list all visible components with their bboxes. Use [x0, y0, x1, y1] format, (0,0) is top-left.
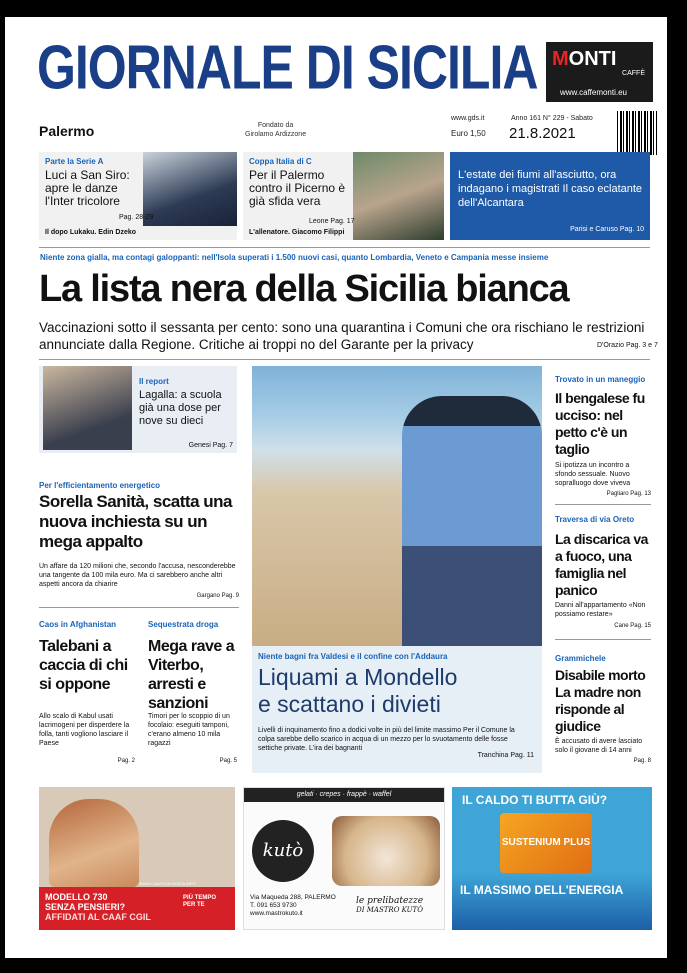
- year-info: Anno 161 N° 229 - Sabato: [511, 115, 593, 122]
- report-page: Genesi Pag. 7: [188, 442, 233, 449]
- energia-ad[interactable]: [452, 787, 652, 930]
- rave-kicker: Sequestrata droga: [148, 620, 219, 629]
- main-headline[interactable]: La lista nera della Sicilia bianca: [39, 268, 569, 310]
- rave-body: Timori per lo scoppio di un focolaio: eseguiti tamponi, c'erano almeno 10 mila ragazzi: [148, 713, 230, 747]
- right-kicker: Trovato in un maneggio: [555, 375, 646, 384]
- rave-page: Pag. 5: [219, 758, 237, 764]
- report-kicker: Il report: [139, 377, 169, 386]
- topbox-text: Per il Palermo contro il Picerno è già sfida vera: [249, 168, 346, 208]
- right-body: Danni all'appartamento «Non possiamo restare»: [555, 602, 646, 618]
- right-page: Cane Pag. 15: [614, 623, 651, 629]
- barcode: [617, 111, 657, 155]
- sanita-page: Gargano Pag. 9: [196, 593, 239, 599]
- founded-by: Fondato da Girolamo Ardizzone: [245, 122, 307, 138]
- topbox-alcantara[interactable]: [450, 152, 650, 240]
- topbox-text: L'estate dei fiumi all'asciutto, ora indagano i magistrati Il caso eclatante dell'Alcantara: [458, 169, 643, 209]
- topbox-kicker: Coppa Italia di C: [249, 157, 312, 166]
- filippi-photo: [353, 152, 444, 240]
- report-box[interactable]: [39, 366, 237, 453]
- topbox-page: Pag. 28-29: [119, 214, 154, 221]
- divider: [555, 639, 651, 640]
- afghan-headline[interactable]: Talebani a caccia di chi si oppone: [39, 638, 128, 693]
- divider: [39, 607, 239, 608]
- caaf-ad[interactable]: [39, 787, 235, 930]
- site-url: www.gds.it: [451, 115, 485, 122]
- kuto-tagline: le prelibatezze DI MASTRO KUTÒ: [356, 896, 424, 914]
- caaf-url: WWW.CAAFCGILSICILIA.INFO: [139, 881, 196, 886]
- afghan-kicker: Caos in Afghanistan: [39, 620, 117, 629]
- sanita-headline[interactable]: Sorella Sanità, scatta una nuova inchiesta su un mega appalto: [39, 492, 232, 551]
- monti-ad[interactable]: [546, 42, 653, 102]
- masthead-title: GIORNALE DI SICILIA: [37, 32, 538, 103]
- monti-caffe-label: CAFFÈ: [622, 70, 645, 77]
- topbox-caption: Il dopo Lukaku. Edin Dzeko: [45, 229, 137, 236]
- right-kicker: Traversa di via Oreto: [555, 515, 635, 524]
- right-headline[interactable]: Disabile morto La madre non risponde al giudice: [555, 667, 646, 734]
- gelato-photo: [332, 816, 440, 886]
- afghan-body: Allo scalo di Kabul usati lacrimogeni per disperdere la folla, tanti vogliono lasciare il Paese: [39, 713, 130, 747]
- energia-headline: IL CALDO TI BUTTA GIÙ?: [462, 793, 608, 807]
- right-headline[interactable]: Il bengalese fu ucciso: nel petto c'è un taglio: [555, 390, 645, 457]
- kuto-ad[interactable]: [243, 787, 445, 930]
- main-kicker: Niente zona gialla, ma contagi galoppanti: nell'Isola superati i 1.500 nuovi casi, quanto Lombardia, Veneto e Campania messe insieme: [40, 253, 549, 262]
- kuto-address: Via Maqueda 288, PALERMO T. 091 653 9730 www.mastrokuto.it: [250, 894, 336, 917]
- sustenium-box: SUSTENIUM PLUS: [500, 813, 592, 873]
- divider: [39, 359, 650, 360]
- kuto-top: gelati · crepes · frappè · waffel: [244, 788, 444, 802]
- mondello-page: Tranchina Pag. 11: [477, 752, 534, 759]
- topbox-kicker: Parte la Serie A: [45, 157, 104, 166]
- monti-logo: MONTI: [552, 48, 617, 70]
- right-body: È accusato di avere lasciato solo il giovane di 14 anni: [555, 738, 643, 754]
- right-kicker: Grammichele: [555, 654, 606, 663]
- topbox-text: Luci a San Siro: apre le danze l'Inter tricolore: [45, 168, 130, 208]
- topbox-coppa[interactable]: [243, 152, 444, 240]
- right-headline[interactable]: La discarica va a fuoco, una famiglia nel panico: [555, 531, 648, 598]
- dzeko-photo: [143, 152, 237, 226]
- lagalla-photo: [43, 366, 132, 450]
- main-subheadline: Vaccinazioni sotto il sessanta per cento: sono una quarantina i Comuni che ora rischiano le restrizioni annunciate dalla Regione. Critiche ai troppi no del Garante per la privacy: [39, 320, 645, 352]
- topbox-page: Parisi e Caruso Pag. 10: [570, 226, 644, 233]
- mondello-photo: [252, 366, 542, 646]
- afghan-page: Pag. 2: [117, 758, 135, 764]
- topbox-page: Leone Pag. 17: [309, 218, 355, 225]
- edition-city: Palermo: [39, 123, 95, 139]
- mondello-headline: Liquami a Mondello e scattano i divieti: [258, 664, 458, 717]
- caaf-side: PIÙ TEMPO PER TE: [183, 895, 217, 908]
- caaf-text: MODELLO 730 SENZA PENSIERI? AFFIDATI AL CAAF CGIL: [45, 892, 151, 922]
- divider: [555, 504, 651, 505]
- kuto-logo: kutò: [252, 820, 314, 882]
- divider: [39, 247, 650, 248]
- price: Euro 1,50: [451, 129, 486, 138]
- energia-claim: IL MASSIMO DELL'ENERGIA: [460, 883, 624, 897]
- mondello-body: Livelli di inquinamento fino a dodici volte in più del limite massimo Per il Comune la colpa sarebbe dello scarico in acqua di un mezzo per lo svuotamento delle fosse settiche private. L'ira dei bagnanti: [258, 727, 515, 752]
- woman-photo: [49, 799, 139, 887]
- rave-headline[interactable]: Mega rave a Viterbo, arresti e sanzioni: [148, 638, 235, 712]
- monti-url: www.caffemonti.eu: [560, 88, 627, 97]
- sanita-body: Un affare da 120 milioni che, secondo l'accusa, nesconderebbe una tangente da 100 mila euro. Ma ci sarebbero anche altri aspetti ancora da chiarire: [39, 563, 236, 588]
- mondello-kicker: Niente bagni fra Valdesi e il confine con l'Addaura: [258, 652, 448, 661]
- right-body: Si ipotizza un incontro a sfondo sessuale. Nuovo sopralluogo dove viveva: [555, 462, 631, 487]
- right-page: Pag. 8: [633, 758, 651, 764]
- sanita-kicker: Per l'efficientamento energetico: [39, 481, 161, 490]
- newspaper-page: [5, 17, 667, 958]
- right-page: Pagliaro Pag. 13: [606, 491, 651, 497]
- topbox-caption: L'allenatore. Giacomo Filippi: [249, 229, 345, 236]
- main-page: D'Orazio Pag. 3 e 7: [597, 342, 658, 349]
- topbox-serie-a[interactable]: [39, 152, 237, 240]
- issue-date: 21.8.2021: [509, 125, 576, 142]
- police-officer: [402, 396, 542, 646]
- report-text: Lagalla: a scuola già una dose per nove su dieci: [139, 389, 222, 427]
- mondello-story[interactable]: [252, 646, 542, 773]
